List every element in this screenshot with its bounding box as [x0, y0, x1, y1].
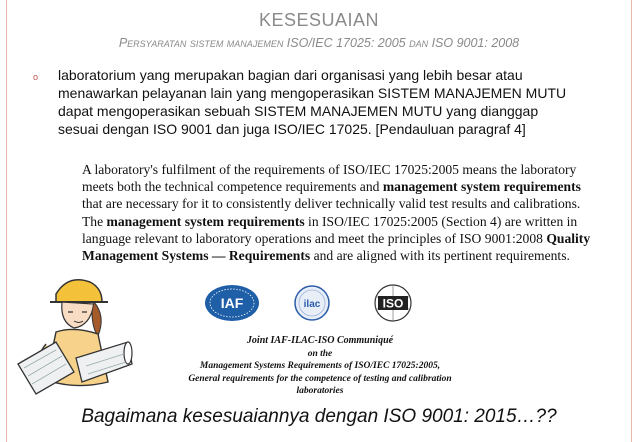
quote-text: and are aligned with its pertinent requirements.: [310, 248, 570, 264]
iso-logo: [372, 283, 414, 323]
communique-line: Management Systems Requirements of ISO/IEC 17025:2005,: [199, 361, 441, 371]
bullet-marker: o: [33, 72, 39, 82]
slide-title: KESESUAIAN: [258, 10, 380, 30]
engineer-clipart: [16, 272, 134, 404]
communique-line: on the: [307, 348, 333, 359]
bullet-line: laboratorium yang merupakan bagian dari organisasi yang lebih besar atau: [58, 67, 523, 83]
bullet-paragraph: [58, 66, 598, 138]
quote-text: A laboratory's fulfilment of the requirements of ISO/IEC 17025:2005 means the laboratory meets both the technical competence requirements and: [82, 162, 577, 195]
ilac-logo-text: ilac: [303, 299, 321, 310]
quote-bold: Quality Management Systems — Requirements: [82, 230, 591, 264]
quote-text: that are necessary for it to consistently deliver technically valid test results and calibrations. The: [82, 196, 581, 229]
communique-line: laboratories: [296, 386, 344, 396]
communique-line: General requirements for the competence of testing and calibration: [188, 373, 452, 384]
iaf-logo-text: IAF: [220, 295, 244, 311]
iaf-quote-paragraph: [82, 161, 602, 264]
communique-line: Joint IAF-ILAC-ISO Communiqué: [246, 335, 394, 346]
iaf-logo: [204, 283, 260, 323]
closing-question: Bagaimana kesesuaiannya dengan ISO 9001: 2015…??: [81, 406, 557, 427]
bullet-line: dapat mengoperasikan sebuah SISTEM MANAJEMEN MUTU yang dianggap: [58, 103, 539, 119]
communique-title: [170, 335, 470, 398]
quote-text: in ISO/IEC 17025:2005 (Section 4) are written in language relevant to laboratory operations and meet the principles of ISO 9001:2008: [82, 213, 578, 246]
quote-bold: management system requirements: [106, 213, 305, 229]
quote-bold: management system requirements: [382, 179, 581, 195]
bullet-line: menawarkan pelayanan lain yang mengoperasikan SISTEM MANAJEMEN MUTU: [58, 85, 567, 101]
slide-subtitle: Persyaratan sistem manajemen ISO/IEC 17025: 2005 dan ISO 9001: 2008: [118, 36, 520, 50]
ilac-logo: [294, 283, 330, 323]
bullet-line: sesuai dengan ISO 9001 dan juga ISO/IEC 17025. [Pendauluan paragraf 4]: [58, 121, 526, 137]
iso-logo-text: ISO: [382, 296, 404, 311]
